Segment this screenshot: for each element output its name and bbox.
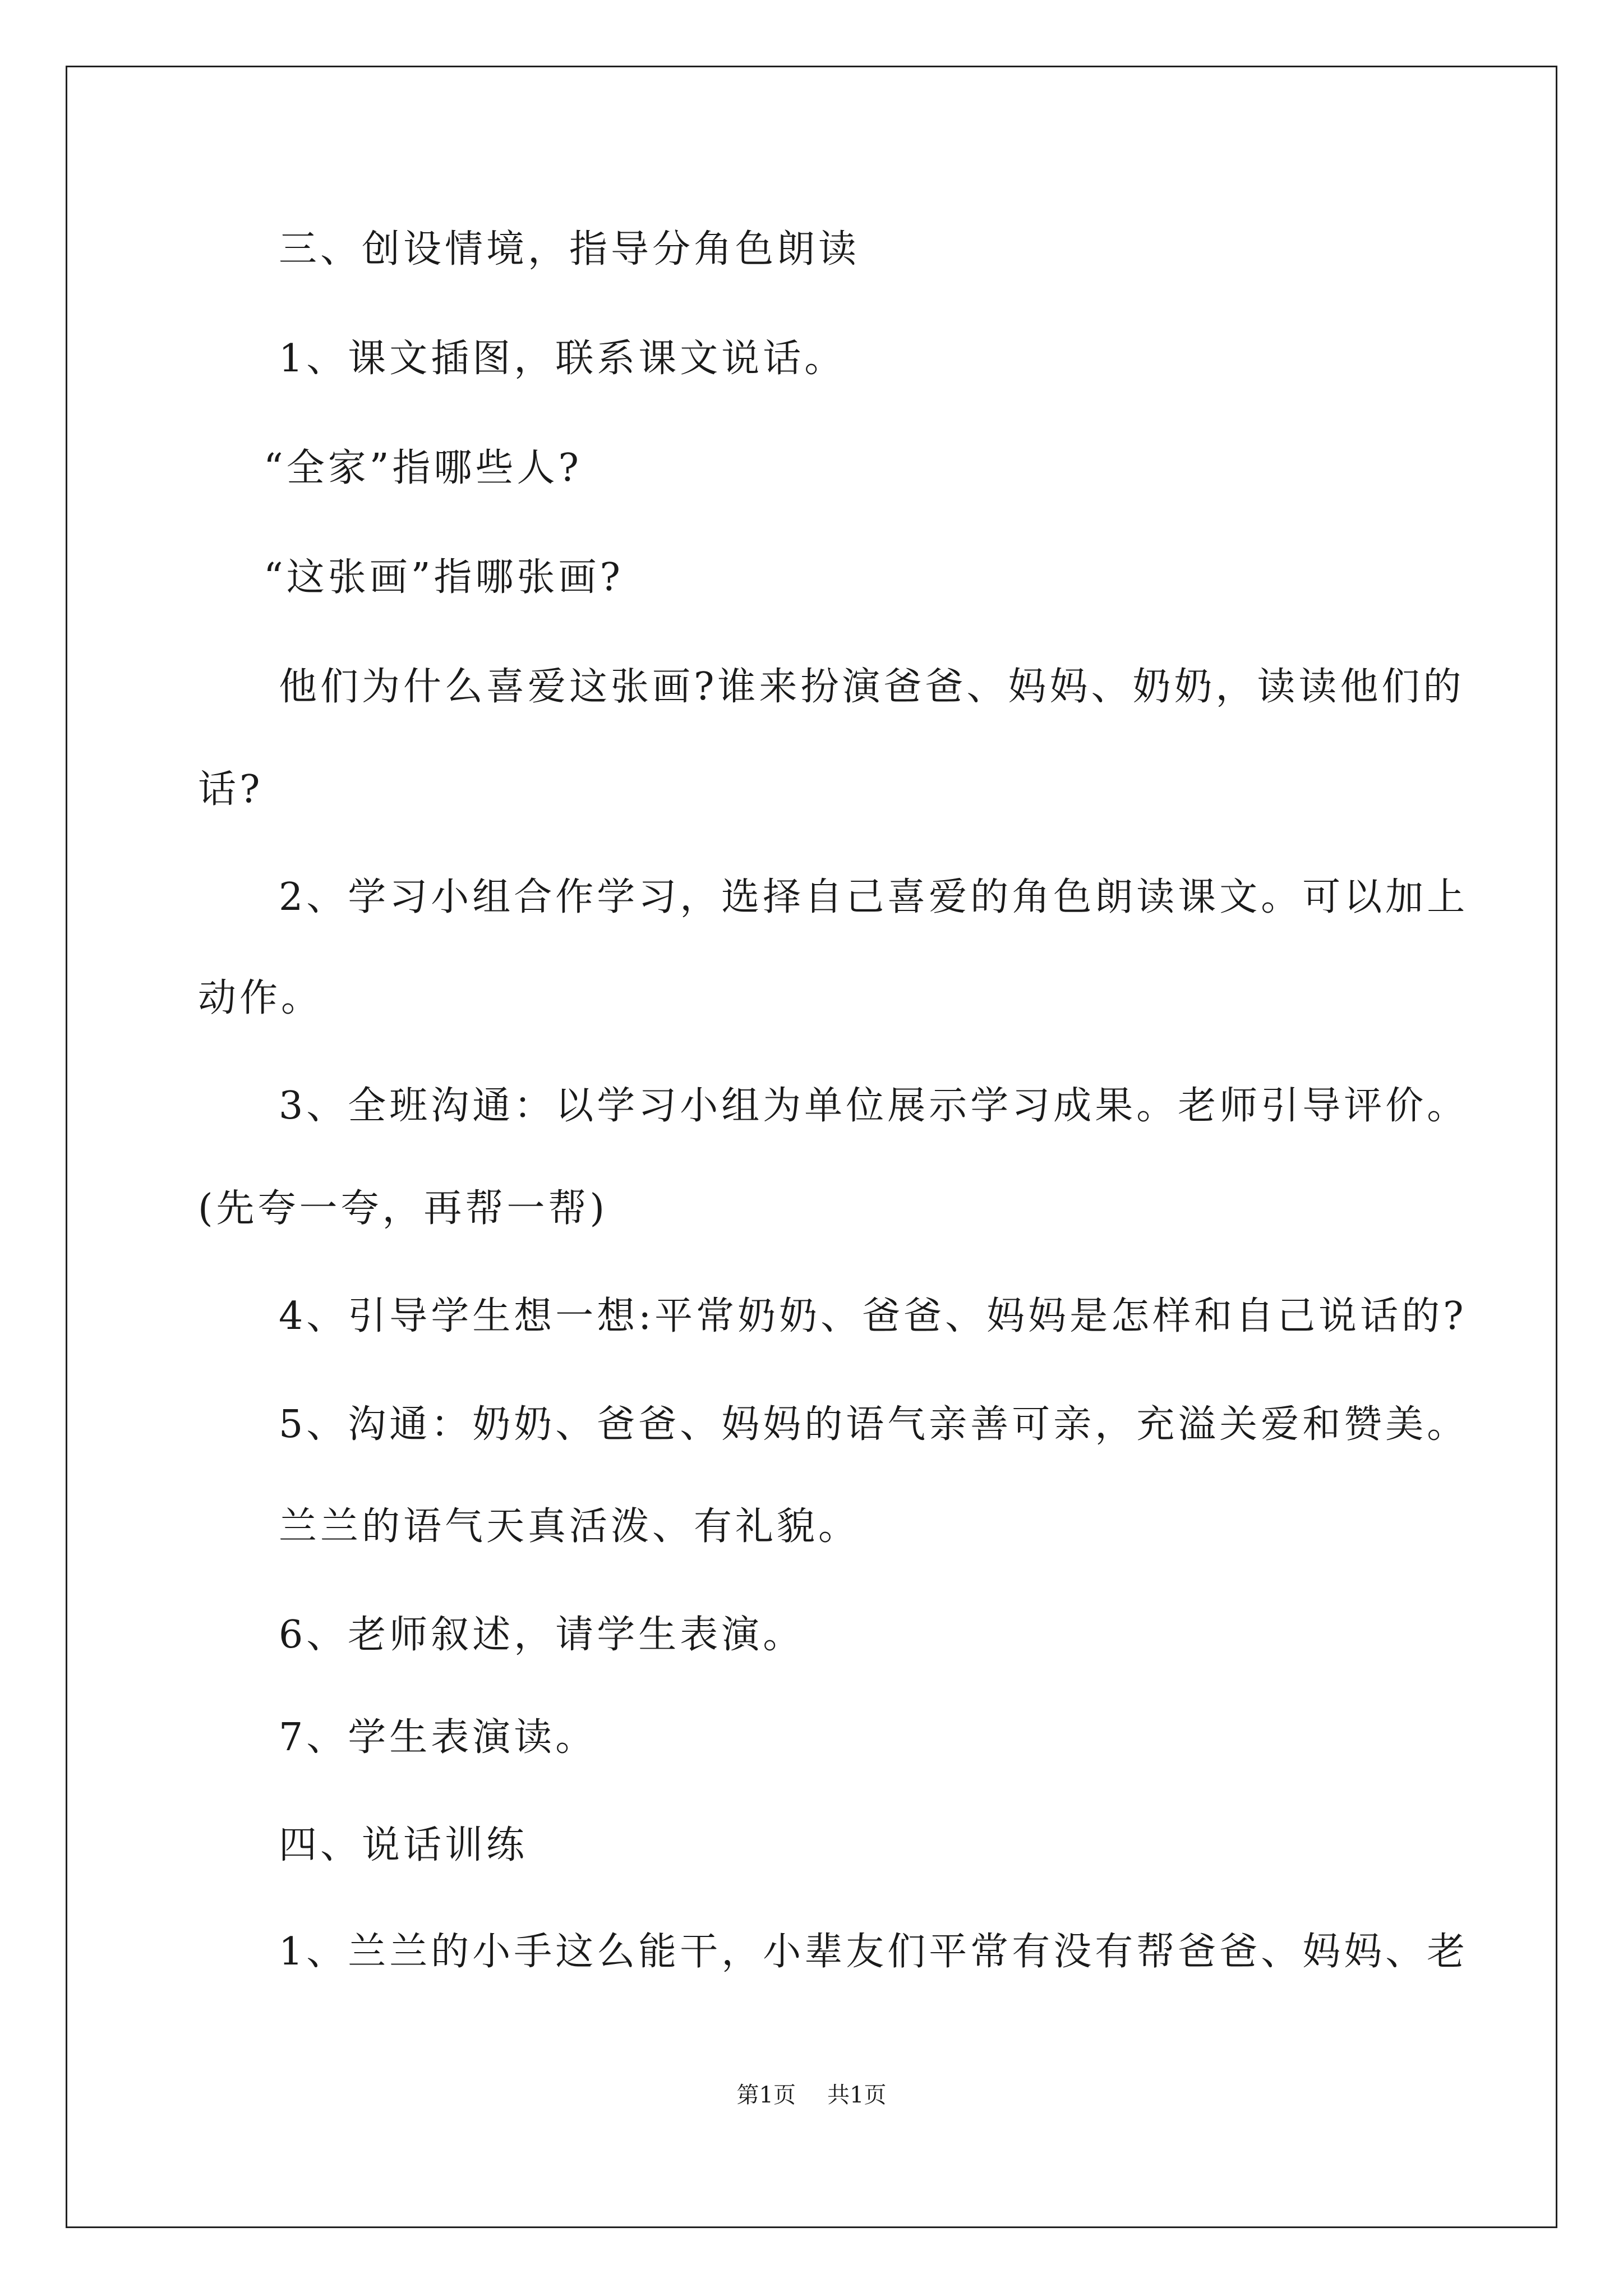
paragraph-item-3-line2: (先夸一夸，再帮一帮) xyxy=(198,1186,608,1231)
paragraph-item-6: 6、老师叙述，请学生表演。 xyxy=(279,1613,805,1657)
paragraph-item-3-line1: 3、全班沟通：以学习小组为单位展示学习成果。老师引导评价。 xyxy=(279,1084,1469,1128)
page-footer xyxy=(0,2078,1623,2112)
page-number-total: 共1页 xyxy=(827,2082,887,2108)
paragraph-why-line1: 他们为什么喜爱这张画?谁来扮演爸爸、妈妈、奶奶，读读他们的 xyxy=(279,665,1465,709)
paragraph-item-5: 5、沟通：奶奶、爸爸、妈妈的语气亲善可亲，充溢关爱和赞美。 xyxy=(279,1402,1469,1447)
paragraph-question-painting: “这张画”指哪张画? xyxy=(264,555,624,600)
page-border xyxy=(66,66,1557,2228)
paragraph-item-2-line1: 2、学习小组合作学习，选择自己喜爱的角色朗读课文。可以加上 xyxy=(279,875,1469,919)
paragraph-why-line2: 话? xyxy=(198,767,264,812)
section-heading-3: 三、创设情境，指导分角色朗读 xyxy=(279,227,860,272)
paragraph-item-1: 1、课文插图，联系课文说话。 xyxy=(279,337,846,381)
paragraph-speaking-item-1: 1、兰兰的小手这么能干，小辈友们平常有没有帮爸爸、妈妈、老 xyxy=(279,1930,1469,1974)
paragraph-item-2-line2: 动作。 xyxy=(198,976,323,1020)
page-number-current: 第1页 xyxy=(736,2082,796,2108)
paragraph-lanlan-tone: 兰兰的语气天真活泼、有礼貌。 xyxy=(279,1504,860,1549)
paragraph-question-family: “全家”指哪些人? xyxy=(264,446,582,490)
section-heading-4: 四、说话训练 xyxy=(279,1823,528,1867)
paragraph-item-4: 4、引导学生想一想:平常奶奶、爸爸、妈妈是怎样和自己说话的? xyxy=(279,1294,1467,1338)
paragraph-item-7: 7、学生表演读。 xyxy=(279,1715,597,1760)
